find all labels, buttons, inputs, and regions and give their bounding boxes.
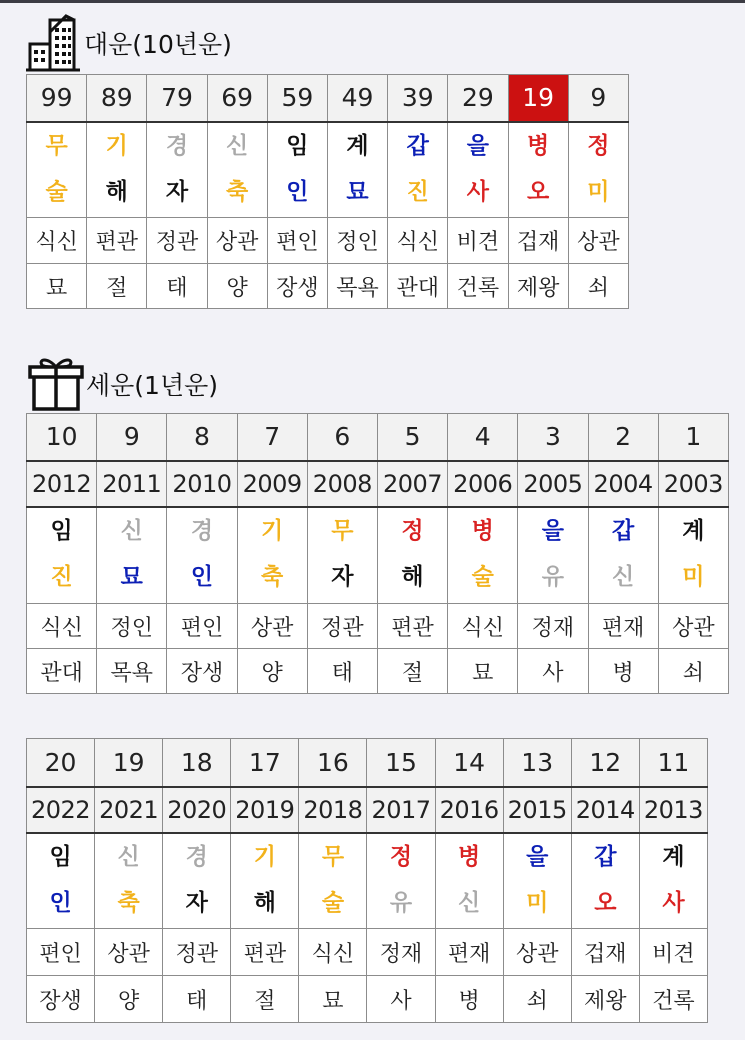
sipsin-cell: 겁재 [571, 929, 639, 976]
ganji-cell [658, 507, 728, 604]
year-index-cell: 9 [97, 414, 167, 461]
year-index-cell: 14 [435, 739, 503, 787]
year-cell: 2019 [231, 787, 299, 833]
heavenly-stem: 신 [120, 517, 143, 544]
sewoon-ganji-row [27, 833, 708, 929]
twelve-stage-cell: 태 [163, 976, 231, 1023]
ganji-cell [27, 122, 87, 218]
year-cell: 2006 [448, 461, 518, 507]
earthly-branch: 오 [594, 889, 617, 916]
sipsin-cell: 비견 [639, 929, 707, 976]
earthly-branch: 유 [541, 563, 565, 590]
age-cell: 59 [267, 75, 327, 122]
ganji-cell [237, 507, 307, 604]
age-cell: 49 [327, 75, 387, 122]
ganji-cell [639, 833, 707, 929]
twelve-stage-cell: 장생 [167, 649, 237, 694]
twelve-stage-cell: 절 [87, 264, 147, 309]
heavenly-stem: 을 [466, 132, 490, 159]
year-cell: 2022 [27, 787, 95, 833]
ganji-cell [518, 507, 588, 604]
sipsin-cell: 정재 [518, 604, 588, 649]
earthly-branch: 진 [406, 178, 429, 205]
year-index-cell: 20 [27, 739, 95, 787]
year-index-cell: 7 [237, 414, 307, 461]
sipsin-cell: 상관 [658, 604, 728, 649]
heavenly-stem: 경 [185, 843, 208, 870]
sipsin-cell: 편관 [87, 218, 147, 264]
sipsin-cell: 식신 [27, 604, 97, 649]
year-cell: 2012 [27, 461, 97, 507]
twelve-stage-cell: 목욕 [97, 649, 167, 694]
earthly-branch: 진 [50, 563, 73, 590]
ganji-cell [367, 833, 435, 929]
heavenly-stem: 정 [389, 843, 413, 870]
year-cell: 2010 [167, 461, 237, 507]
year-cell: 2005 [518, 461, 588, 507]
ganji-cell [307, 507, 377, 604]
age-cell: 79 [147, 75, 207, 122]
sewoon-stage-row [27, 649, 729, 694]
sipsin-cell: 정관 [147, 218, 207, 264]
twelve-stage-cell: 절 [377, 649, 447, 694]
current-daewoon-age-cell: 19 [508, 75, 568, 122]
ganji-cell [448, 507, 518, 604]
sipsin-cell: 상관 [568, 218, 628, 264]
year-cell: 2017 [367, 787, 435, 833]
twelve-stage-cell: 양 [207, 264, 267, 309]
age-cell: 99 [27, 75, 87, 122]
twelve-stage-cell: 장생 [27, 976, 95, 1023]
earthly-branch: 자 [165, 178, 189, 205]
sipsin-cell: 정인 [327, 218, 387, 264]
daewoon-age-row [27, 75, 629, 122]
twelve-stage-cell: 건록 [639, 976, 707, 1023]
earthly-branch: 사 [466, 178, 490, 205]
sipsin-cell: 편인 [27, 929, 95, 976]
sipsin-cell: 편재 [435, 929, 503, 976]
heavenly-stem: 경 [190, 517, 214, 544]
year-index-cell: 2 [588, 414, 658, 461]
building-icon [26, 14, 82, 72]
earthly-branch: 인 [286, 178, 309, 205]
sipsin-cell: 비견 [448, 218, 508, 264]
heavenly-stem: 정 [587, 132, 610, 159]
ganji-cell [163, 833, 231, 929]
twelve-stage-cell: 양 [95, 976, 163, 1023]
heavenly-stem: 병 [458, 843, 481, 870]
earthly-branch: 오 [526, 178, 550, 205]
heavenly-stem: 신 [226, 132, 249, 159]
year-index-cell: 8 [167, 414, 237, 461]
year-index-cell: 16 [299, 739, 367, 787]
year-cell: 2003 [658, 461, 728, 507]
year-index-cell: 19 [95, 739, 163, 787]
sipsin-cell: 정재 [367, 929, 435, 976]
ganji-cell [27, 833, 95, 929]
earthly-branch: 해 [401, 563, 424, 590]
ganji-cell [97, 507, 167, 604]
twelve-stage-cell: 제왕 [508, 264, 568, 309]
heavenly-stem: 을 [526, 843, 549, 870]
year-index-cell: 3 [518, 414, 588, 461]
ganji-cell [377, 507, 447, 604]
sipsin-cell: 상관 [95, 929, 163, 976]
sewoon-table-1 [26, 413, 729, 694]
twelve-stage-cell: 장생 [267, 264, 327, 309]
sewoon-title: 세운(1년운) [86, 371, 219, 400]
twelve-stage-cell: 묘 [27, 264, 87, 309]
age-cell: 29 [448, 75, 508, 122]
ganji-cell [167, 507, 237, 604]
earthly-branch: 신 [611, 563, 635, 590]
sewoon-header [28, 357, 218, 411]
twelve-stage-cell: 쇠 [568, 264, 628, 309]
sewoon-num-row [27, 414, 729, 461]
top-divider [0, 0, 745, 3]
year-index-cell: 13 [503, 739, 571, 787]
twelve-stage-cell: 절 [231, 976, 299, 1023]
heavenly-stem: 갑 [594, 843, 617, 870]
year-index-cell: 18 [163, 739, 231, 787]
ganji-cell [231, 833, 299, 929]
ganji-cell [207, 122, 267, 218]
earthly-branch: 미 [526, 889, 549, 916]
twelve-stage-cell: 관대 [388, 264, 448, 309]
heavenly-stem: 갑 [406, 132, 429, 159]
earthly-branch: 축 [226, 178, 249, 205]
year-index-cell: 5 [377, 414, 447, 461]
sewoon-table-2 [26, 738, 708, 1023]
year-cell: 2018 [299, 787, 367, 833]
daewoon-table [26, 74, 629, 309]
year-cell: 2021 [95, 787, 163, 833]
sipsin-cell: 정관 [163, 929, 231, 976]
year-index-cell: 17 [231, 739, 299, 787]
heavenly-stem: 무 [331, 517, 354, 544]
heavenly-stem: 기 [261, 517, 284, 544]
heavenly-stem: 계 [662, 843, 685, 870]
daewoon-stage-row [27, 264, 629, 309]
age-cell: 9 [568, 75, 628, 122]
earthly-branch: 술 [45, 178, 68, 205]
twelve-stage-cell: 관대 [27, 649, 97, 694]
earthly-branch: 술 [321, 889, 345, 916]
sipsin-cell: 편인 [167, 604, 237, 649]
sipsin-cell: 식신 [27, 218, 87, 264]
sipsin-cell: 상관 [237, 604, 307, 649]
sewoon-num-row [27, 739, 708, 787]
earthly-branch: 해 [253, 889, 276, 916]
heavenly-stem: 임 [286, 132, 309, 159]
sipsin-cell: 식신 [299, 929, 367, 976]
twelve-stage-cell: 태 [147, 264, 207, 309]
ganji-cell [503, 833, 571, 929]
year-cell: 2016 [435, 787, 503, 833]
ganji-cell [327, 122, 387, 218]
heavenly-stem: 임 [50, 517, 73, 544]
year-cell: 2008 [307, 461, 377, 507]
sipsin-cell: 편재 [588, 604, 658, 649]
ganji-cell [267, 122, 327, 218]
ganji-cell [508, 122, 568, 218]
heavenly-stem: 무 [321, 843, 345, 870]
heavenly-stem: 병 [471, 517, 494, 544]
year-index-cell: 12 [571, 739, 639, 787]
twelve-stage-cell: 사 [367, 976, 435, 1023]
age-cell: 39 [388, 75, 448, 122]
twelve-stage-cell: 사 [518, 649, 588, 694]
ganji-cell [568, 122, 628, 218]
ganji-cell [588, 507, 658, 604]
twelve-stage-cell: 쇠 [503, 976, 571, 1023]
year-cell: 2020 [163, 787, 231, 833]
sipsin-cell: 상관 [503, 929, 571, 976]
earthly-branch: 사 [662, 889, 685, 916]
heavenly-stem: 병 [526, 132, 550, 159]
sipsin-cell: 편인 [267, 218, 327, 264]
sipsin-cell: 정관 [307, 604, 377, 649]
earthly-branch: 술 [471, 563, 494, 590]
gift-icon [28, 357, 84, 411]
heavenly-stem: 기 [253, 843, 276, 870]
year-index-cell: 6 [307, 414, 377, 461]
heavenly-stem: 무 [45, 132, 68, 159]
ganji-cell [87, 122, 147, 218]
earthly-branch: 축 [261, 563, 284, 590]
twelve-stage-cell: 묘 [299, 976, 367, 1023]
earthly-branch: 축 [117, 889, 140, 916]
ganji-cell [571, 833, 639, 929]
year-cell: 2007 [377, 461, 447, 507]
ganji-cell [435, 833, 503, 929]
twelve-stage-cell: 쇠 [658, 649, 728, 694]
sewoon-ganji-row [27, 507, 729, 604]
heavenly-stem: 계 [682, 517, 705, 544]
earthly-branch: 미 [682, 563, 705, 590]
year-index-cell: 4 [448, 414, 518, 461]
year-index-cell: 1 [658, 414, 728, 461]
sipsin-cell: 정인 [97, 604, 167, 649]
daewoon-header [26, 14, 232, 72]
earthly-branch: 미 [587, 178, 610, 205]
age-cell: 69 [207, 75, 267, 122]
year-cell: 2004 [588, 461, 658, 507]
earthly-branch: 인 [190, 563, 214, 590]
year-cell: 2013 [639, 787, 707, 833]
ganji-cell [95, 833, 163, 929]
sipsin-cell: 편관 [231, 929, 299, 976]
year-index-cell: 11 [639, 739, 707, 787]
twelve-stage-cell: 양 [237, 649, 307, 694]
twelve-stage-cell: 목욕 [327, 264, 387, 309]
twelve-stage-cell: 태 [307, 649, 377, 694]
twelve-stage-cell: 병 [588, 649, 658, 694]
earthly-branch: 인 [49, 889, 72, 916]
year-index-cell: 10 [27, 414, 97, 461]
heavenly-stem: 신 [117, 843, 140, 870]
year-cell: 2014 [571, 787, 639, 833]
heavenly-stem: 임 [49, 843, 72, 870]
earthly-branch: 해 [105, 178, 128, 205]
twelve-stage-cell: 건록 [448, 264, 508, 309]
earthly-branch: 자 [185, 889, 208, 916]
sipsin-cell: 겁재 [508, 218, 568, 264]
year-index-cell: 15 [367, 739, 435, 787]
heavenly-stem: 을 [541, 517, 565, 544]
sewoon-sipsin-row [27, 929, 708, 976]
earthly-branch: 묘 [120, 563, 143, 590]
daewoon-ganji-row [27, 122, 629, 218]
ganji-cell [27, 507, 97, 604]
earthly-branch: 묘 [346, 178, 369, 205]
twelve-stage-cell: 제왕 [571, 976, 639, 1023]
sewoon-stage-row [27, 976, 708, 1023]
sewoon-year-row [27, 787, 708, 833]
sipsin-cell: 상관 [207, 218, 267, 264]
year-cell: 2011 [97, 461, 167, 507]
earthly-branch: 신 [458, 889, 481, 916]
sipsin-cell: 식신 [448, 604, 518, 649]
ganji-cell [448, 122, 508, 218]
ganji-cell [147, 122, 207, 218]
daewoon-sipsin-row [27, 218, 629, 264]
twelve-stage-cell: 병 [435, 976, 503, 1023]
heavenly-stem: 기 [105, 132, 128, 159]
year-cell: 2015 [503, 787, 571, 833]
heavenly-stem: 갑 [611, 517, 635, 544]
sipsin-cell: 편관 [377, 604, 447, 649]
heavenly-stem: 경 [165, 132, 189, 159]
ganji-cell [388, 122, 448, 218]
earthly-branch: 자 [331, 563, 354, 590]
year-cell: 2009 [237, 461, 307, 507]
heavenly-stem: 계 [346, 132, 369, 159]
age-cell: 89 [87, 75, 147, 122]
ganji-cell [299, 833, 367, 929]
sewoon-year-row [27, 461, 729, 507]
heavenly-stem: 정 [401, 517, 424, 544]
earthly-branch: 유 [389, 889, 413, 916]
twelve-stage-cell: 묘 [448, 649, 518, 694]
sewoon-sipsin-row [27, 604, 729, 649]
sipsin-cell: 식신 [388, 218, 448, 264]
daewoon-title: 대운(10년운) [84, 30, 232, 59]
